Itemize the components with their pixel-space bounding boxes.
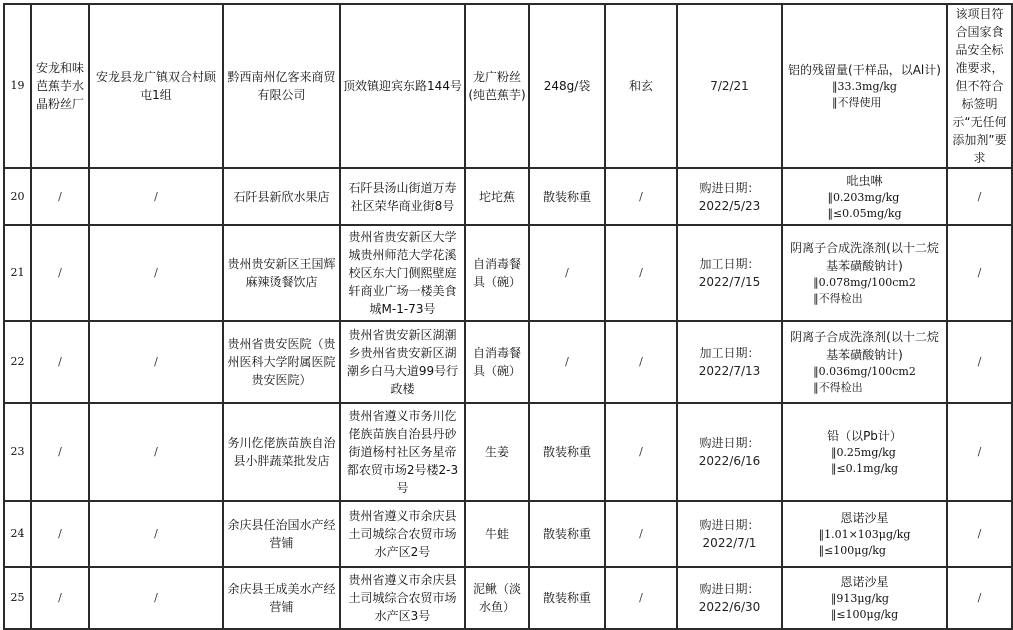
test-item-text: 铝的残留量(干样品，以Al计) [788, 63, 941, 77]
brand-cell: / [605, 567, 677, 629]
product-cell: 龙广粉丝(纯芭蕉芋) [465, 4, 529, 168]
measured-value-text: ‖913μg/kg [830, 592, 889, 605]
result-values [813, 275, 916, 307]
measured-value-text: ‖0.25mg/kg [830, 446, 896, 459]
test-item-text: 阴离子合成洗涤剂(以十二烷基苯磺酸钠计) [790, 330, 939, 362]
note-cell: / [947, 225, 1012, 321]
row-number-cell: 19 [4, 4, 31, 168]
seller-address-cell: 贵州省贵安新区湖潮乡贵州省贵安新区湖潮乡白马大道99号行政楼 [340, 321, 465, 403]
result-values [832, 79, 897, 111]
producer-address-cell: / [89, 168, 223, 225]
standard-value-text: ‖不得检出 [813, 292, 863, 305]
test-item-text: 吡虫啉 [846, 173, 883, 188]
note-cell: / [947, 501, 1012, 567]
producer-cell: / [31, 567, 89, 629]
row-number-cell: 25 [4, 567, 31, 629]
date-cell: 购进日期：2022/7/1 [677, 501, 782, 567]
producer-cell: 安龙和味芭蕉芋水晶粉丝厂 [31, 4, 89, 168]
seller-cell: 余庆县任治国水产经营铺 [223, 501, 340, 567]
test-item-text: 恩诺沙星 [840, 511, 889, 525]
seller-address-cell: 贵州省遵义市余庆县土司城综合农贸市场水产区3号 [340, 567, 465, 629]
date-cell: 购进日期：2022/6/16 [677, 403, 782, 501]
table-row [4, 567, 1012, 629]
date-cell: 加工日期：2022/7/13 [677, 321, 782, 403]
producer-address-cell: 安龙县龙广镇双合村顾屯1组 [89, 4, 223, 168]
row-number-cell: 24 [4, 501, 31, 567]
producer-cell: / [31, 168, 89, 225]
table-row [4, 4, 1012, 168]
result-cell [782, 403, 947, 501]
spec-cell: 散装称重 [529, 567, 605, 629]
brand-cell: / [605, 168, 677, 225]
product-cell: 牛蛙 [465, 501, 529, 567]
spec-cell: 散装称重 [529, 501, 605, 567]
date-cell: 购进日期：2022/6/30 [677, 567, 782, 629]
standard-value-text: ‖不得检出 [813, 381, 863, 394]
table-row [4, 403, 1012, 501]
test-item-text: 铅（以Pb计） [827, 429, 902, 443]
result-cell [782, 4, 947, 168]
seller-cell: 石阡县新欣水果店 [223, 168, 340, 225]
producer-address-cell: / [89, 501, 223, 567]
product-cell: 生姜 [465, 403, 529, 501]
product-cell: 泥鳅（淡水鱼） [465, 567, 529, 629]
spec-cell: 散装称重 [529, 403, 605, 501]
result-values [819, 527, 911, 559]
spec-cell: 散装称重 [529, 168, 605, 225]
seller-cell: 贵州省贵安医院（贵州医科大学附属医院贵安医院） [223, 321, 340, 403]
note-cell: / [947, 321, 1012, 403]
measured-value-text: ‖33.3mg/kg [832, 80, 897, 93]
seller-cell: 贵州贵安新区王国辉麻辣烫餐饮店 [223, 225, 340, 321]
standard-value-text: ‖≤0.1mg/kg [830, 462, 899, 475]
table-body [4, 4, 1012, 629]
brand-cell: 和玄 [605, 4, 677, 168]
seller-address-cell: 贵州省遵义市余庆县土司城综合农贸市场水产区2号 [340, 501, 465, 567]
row-number-cell: 23 [4, 403, 31, 501]
date-cell: 7/2/21 [677, 4, 782, 168]
note-cell: / [947, 403, 1012, 501]
product-cell: 坨坨蕉 [465, 168, 529, 225]
seller-cell: 余庆县王成美水产经营铺 [223, 567, 340, 629]
seller-address-cell: 顶效镇迎宾东路144号 [340, 4, 465, 168]
result-cell [782, 225, 947, 321]
standard-value-text: ‖≤100μg/kg [830, 608, 899, 621]
table-row [4, 321, 1012, 403]
seller-address-cell: 石阡县汤山街道万寿社区荣华商业街8号 [340, 168, 465, 225]
producer-cell: / [31, 321, 89, 403]
result-cell [782, 168, 947, 225]
seller-cell: 黔西南州亿客来商贸有限公司 [223, 4, 340, 168]
standard-value-text: ‖≤0.05mg/kg [827, 206, 902, 220]
date-cell: 加工日期：2022/7/15 [677, 225, 782, 321]
note-cell: / [947, 168, 1012, 225]
producer-cell: / [31, 501, 89, 567]
spec-cell: 248g/袋 [529, 4, 605, 168]
producer-address-cell: / [89, 225, 223, 321]
measured-value-text: ‖0.036mg/100cm2 [813, 365, 916, 378]
standard-value-text: ‖≤100μg/kg [818, 544, 886, 557]
row-number-cell: 20 [4, 168, 31, 225]
result-cell [782, 567, 947, 629]
seller-address-cell: 贵州省贵安新区大学城贵州师范大学花溪校区东大门侧熙壁庭轩商业广场一楼美食城M-1-73号 [340, 225, 465, 321]
result-values [831, 591, 898, 623]
producer-cell: / [31, 403, 89, 501]
product-cell: 自消毒餐具（碗） [465, 225, 529, 321]
table-row [4, 168, 1012, 225]
result-values [831, 445, 898, 477]
row-number-cell: 21 [4, 225, 31, 321]
measured-value-text: ‖0.203mg/kg [827, 190, 900, 204]
result-values [827, 190, 901, 222]
seller-address-cell: 贵州省遵义市务川仡佬族苗族自治县丹砂街道杨村社区务星帝都农贸市场2号楼2-3号 [340, 403, 465, 501]
note-cell: / [947, 567, 1012, 629]
brand-cell: / [605, 225, 677, 321]
results-table [3, 3, 1013, 630]
date-cell: 购进日期：2022/5/23 [677, 168, 782, 225]
table-row [4, 501, 1012, 567]
seller-cell: 务川仡佬族苗族自治县小胖蔬菜批发店 [223, 403, 340, 501]
spec-cell: / [529, 321, 605, 403]
brand-cell: / [605, 403, 677, 501]
result-values [813, 364, 916, 396]
product-cell: 自消毒餐具（碗） [465, 321, 529, 403]
producer-address-cell: / [89, 321, 223, 403]
spec-cell: / [529, 225, 605, 321]
producer-cell: / [31, 225, 89, 321]
brand-cell: / [605, 501, 677, 567]
measured-value-text: ‖0.078mg/100cm2 [813, 276, 916, 289]
result-cell [782, 321, 947, 403]
result-cell [782, 501, 947, 567]
brand-cell: / [605, 321, 677, 403]
test-item-text: 阴离子合成洗涤剂(以十二烷基苯磺酸钠计) [790, 241, 939, 273]
row-number-cell: 22 [4, 321, 31, 403]
producer-address-cell: / [89, 403, 223, 501]
test-item-text: 恩诺沙星 [840, 575, 889, 589]
note-cell: 该项目符合国家食品安全标准要求，但不符合标签明示“无任何添加剂”要求 [947, 4, 1012, 168]
table-row [4, 225, 1012, 321]
standard-value-text: ‖不得使用 [832, 96, 882, 109]
measured-value-text: ‖1.01×103μg/kg [818, 528, 911, 541]
producer-address-cell: / [89, 567, 223, 629]
